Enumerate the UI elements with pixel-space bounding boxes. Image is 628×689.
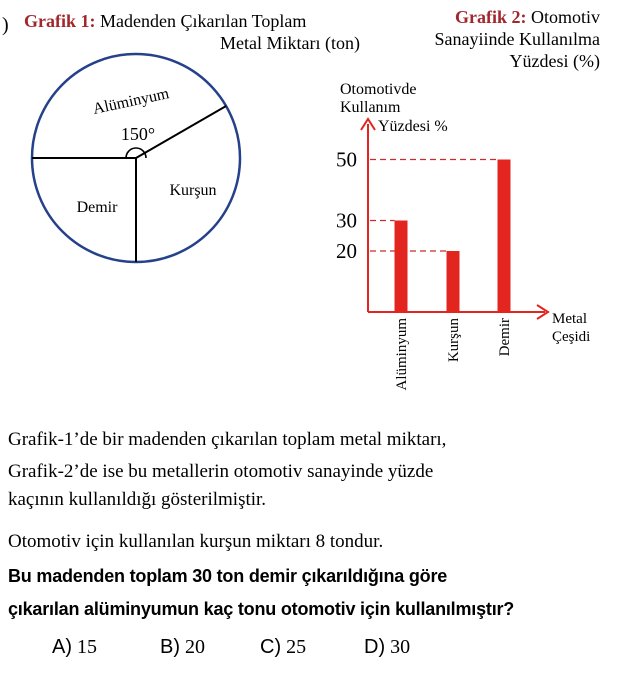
pie-angle-label: 150° — [120, 124, 156, 144]
bar-alüminyum — [395, 221, 408, 313]
option-c-value: 25 — [286, 636, 307, 658]
pie-label-kursun: Kurşun — [169, 182, 217, 199]
bar-kurşun — [447, 251, 460, 312]
option-a-value: 15 — [77, 636, 97, 658]
option-a[interactable] — [52, 636, 97, 659]
question-prompt-line-2: çıkarılan alüminyumun kaç tonu otomotiv için kullanılmıştır? — [8, 599, 515, 619]
chart2-title-prefix: Grafik 2: — [454, 7, 527, 27]
x-tick-label-1: Kurşun — [446, 318, 462, 363]
chart2-title-line3: Yüzdesi (%) — [509, 51, 600, 71]
option-c-letter: C) — [260, 636, 282, 658]
bar-demir — [498, 160, 511, 313]
x-tick-label-0: Alüminyum — [394, 318, 410, 391]
y-axis-label-line2: Kullanım — [340, 99, 401, 116]
bar-guide-lines — [370, 160, 498, 252]
chart2-title-line2: Sanayiinde Kullanılma — [434, 29, 600, 49]
option-b-letter: B) — [160, 636, 180, 658]
chart1-title-line2: Metal Miktarı (ton) — [220, 33, 360, 53]
leading-parenthesis: ) — [2, 14, 9, 36]
bars — [395, 160, 511, 313]
y-tick-label-20: 20 — [336, 239, 357, 263]
pie-label-aluminyum: Alüminyum — [91, 85, 171, 118]
option-d-value: 30 — [390, 636, 411, 658]
bar-chart — [336, 81, 590, 391]
y-tick-label-30: 30 — [336, 208, 357, 233]
pie-chart — [32, 54, 240, 262]
question-line-1: Grafik-1’de bir madenden çıkarılan toplam metal miktarı, — [8, 429, 447, 450]
y-axis-label-line3: Yüzdesi % — [378, 118, 448, 135]
question-prompt-line-1: Bu madenden toplam 30 ton demir çıkarıldığına göre — [8, 566, 448, 586]
y-tick-label-50: 50 — [336, 147, 357, 172]
question-line-2: Grafik-2’de ise bu metallerin otomotiv sanayinde yüzde — [8, 461, 434, 482]
y-tick-labels — [336, 148, 357, 264]
option-c[interactable] — [260, 636, 306, 659]
chart1-title-line1: Madenden Çıkarılan Toplam — [100, 11, 307, 31]
x-tick-labels — [394, 318, 513, 391]
option-d[interactable] — [364, 636, 410, 659]
pie-label-demir: Demir — [76, 199, 118, 216]
x-axis-label-line2: Çeşidi — [552, 329, 591, 345]
option-d-letter: D) — [364, 636, 386, 658]
x-axis-label-line1: Metal — [552, 311, 587, 327]
chart1-title-prefix: Grafik 1: — [24, 11, 96, 31]
question-line-4: Otomotiv için kullanılan kurşun miktarı 8 tondur. — [8, 531, 384, 552]
option-b-value: 20 — [185, 636, 205, 658]
y-axis-label-line1: Otomotivde — [340, 81, 417, 98]
option-a-letter: A) — [52, 636, 72, 658]
chart2-title-line1: Otomotiv — [530, 7, 600, 27]
question-line-3: kaçının kullanıldığı gösterilmiştir. — [8, 489, 267, 510]
x-tick-label-2: Demir — [497, 318, 513, 357]
option-b[interactable] — [160, 636, 205, 659]
